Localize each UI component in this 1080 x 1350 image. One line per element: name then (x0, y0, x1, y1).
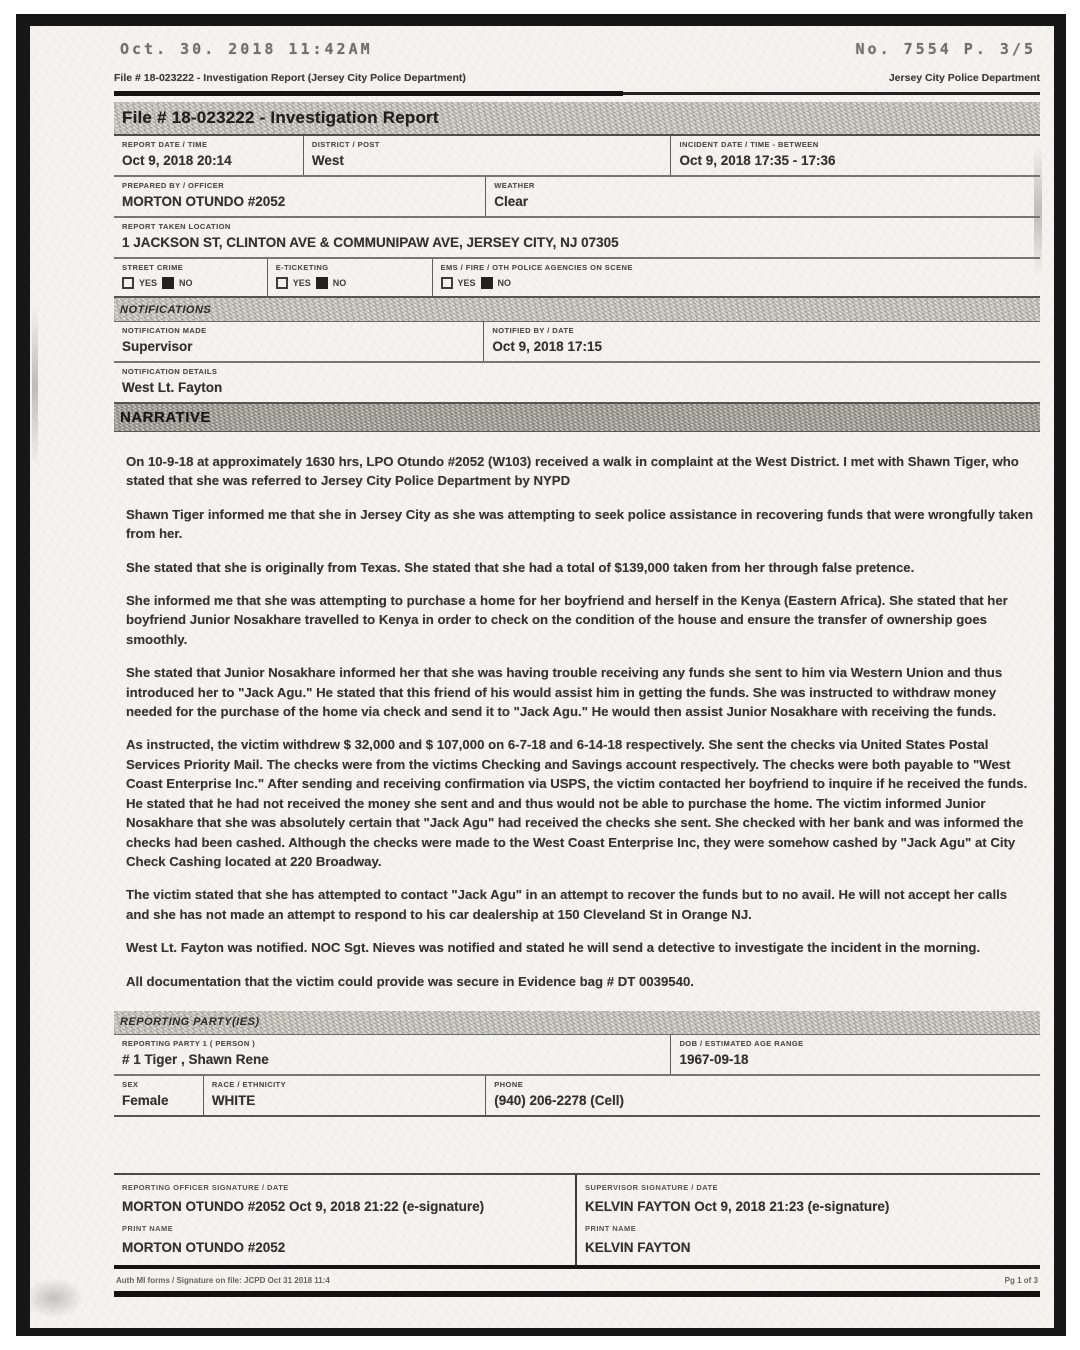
checkbox-field-street-crime (114, 259, 268, 296)
field-label: WEATHER (494, 181, 535, 190)
field-notification-details (114, 363, 1040, 402)
yes-label: YES (457, 278, 476, 288)
field-prepared-by (114, 177, 486, 216)
no-checkbox (481, 277, 493, 289)
field-value: 1967-09-18 (679, 1051, 749, 1067)
field-value: MORTON OTUNDO #2052 (122, 194, 286, 209)
report-page (30, 26, 1054, 1328)
field-label: REPORT DATE / TIME (122, 140, 208, 149)
narrative-body (114, 432, 1040, 1011)
checkbox-field-ems-fire (433, 259, 1040, 296)
officer-print-name: MORTON OTUNDO #2052 (122, 1239, 286, 1255)
no-label: NO (497, 278, 512, 288)
field-label: REPORT TAKEN LOCATION (122, 222, 231, 231)
scan-artifact (24, 1278, 84, 1318)
fax-header (120, 40, 1036, 58)
field-label: PHONE (494, 1079, 524, 1089)
field-value: (940) 206-2278 (Cell) (494, 1092, 625, 1108)
checkbox-row (114, 259, 1040, 298)
field-value: West (311, 153, 344, 168)
field-weather (486, 177, 1040, 216)
field-notification-made (114, 322, 484, 361)
header-rule (114, 91, 1040, 96)
no-checkbox (316, 277, 328, 289)
field-value: # 1 Tiger , Shawn Rene (122, 1051, 269, 1067)
field-label: STREET CRIME (122, 263, 184, 272)
field-label: DOB / ESTIMATED AGE RANGE (679, 1038, 804, 1048)
yes-label: YES (292, 278, 311, 288)
footer-note: Auth MI forms / Signature on file: JCPD Oct 31 2018 11:4 (116, 1275, 330, 1285)
field-report-date (114, 136, 304, 175)
rule-heavy-segment (114, 91, 623, 96)
field-label: E-TICKETING (275, 263, 329, 272)
field-label: DISTRICT / POST (311, 140, 380, 149)
field-label: SUPERVISOR SIGNATURE / DATE (585, 1182, 718, 1192)
officer-signature-cell (114, 1175, 577, 1265)
field-location (114, 218, 1040, 257)
supervisor-signature: KELVIN FAYTON Oct 9, 2018 21:23 (e-signature) (585, 1198, 890, 1214)
field-value: Clear (494, 194, 529, 209)
supervisor-signature-cell (577, 1175, 1040, 1265)
department-name: Jersey City Police Department (888, 72, 1040, 84)
yes-checkbox (276, 277, 288, 289)
narrative-paragraph: The victim stated that she has attempted to contact "Jack Agu" in an attempt to recover the funds but to no avail. He will not accept her calls and she has not made an attempt to respond to his car dealership at 150 Cleveland St in Orange NJ. (126, 887, 1008, 922)
report-info-row-2 (114, 177, 1040, 218)
reporting-party-row-2 (114, 1076, 1040, 1117)
narrative-paragraph: She informed me that she was attempting to purchase a home for her boyfriend and herself in the Kenya (Eastern Africa). She stated that her boyfriend Junior Nosakhare travelled to Kenya in order to check on the condition of the house and ensure the transfer of ownership goes smoothly. (126, 593, 1008, 647)
yes-checkbox (441, 277, 453, 289)
checkbox-options (276, 277, 424, 289)
field-race (204, 1076, 486, 1115)
field-label: PREPARED BY / OFFICER (122, 181, 225, 190)
file-reference: File # 18-023222 - Investigation Report (Jersey City Police Department) (114, 72, 466, 84)
field-incident-date (671, 136, 1040, 175)
field-label: REPORTING PARTY 1 ( PERSON ) (122, 1038, 256, 1048)
report-info-row-1 (114, 136, 1040, 177)
field-value: Oct 9, 2018 20:14 (122, 153, 232, 168)
field-value: Oct 9, 2018 17:15 (492, 339, 602, 354)
fax-page-counter: No. 7554 P. 3/5 (855, 40, 1036, 58)
page-number: Pg 1 of 3 (1004, 1275, 1038, 1285)
field-value: 1 JACKSON ST, CLINTON AVE & COMMUNIPAW AVE, JERSEY CITY, NJ 07305 (122, 235, 619, 250)
narrative-paragraph: She stated that she is originally from Texas. She stated that she had a total of $139,000 taken from her through false pretence. (126, 559, 915, 575)
document-header (114, 72, 1040, 91)
page-footer (114, 1269, 1040, 1297)
scan-artifact (32, 306, 38, 466)
field-label: NOTIFIED BY / DATE (492, 326, 574, 335)
notifications-row-2 (114, 363, 1040, 404)
reporting-party-section-header: REPORTING PARTY(IES) (114, 1011, 1040, 1035)
notifications-section-header: NOTIFICATIONS (114, 298, 1040, 322)
narrative-paragraph: As instructed, the victim withdrew $ 32,000 and $ 107,000 on 6-7-18 and 6-14-18 respectively. She sent the checks via United States Postal Services Priority Mail. The checks were from the victims Checking and Savings account respectively. The checks were both payable to "West Coast Enterprise Inc." After sending and receiving confirmation via USPS, the victim contacted her boyfriend to inquire if he received the funds. He stated that he had not received the money she sent and and thus would not be able to purchase the home. The victim informed Junior Nosakhare that she was absolutely certain that "Jack Agu" had received the checks she sent. She checked with her bank and was informed the checks had been cashed. Although the checks were made to the West Coast Enterprise Inc, they were somehow cashed by "Jack Agu" at City Check Cashing located at 220 Broadway. (126, 737, 1028, 869)
field-sex (114, 1076, 204, 1115)
field-label: INCIDENT DATE / TIME - BETWEEN (679, 140, 819, 149)
checkbox-field-eticketing (268, 259, 433, 296)
yes-label: YES (139, 278, 158, 288)
supervisor-print-name: KELVIN FAYTON (585, 1239, 691, 1255)
field-label: NOTIFICATION MADE (122, 326, 207, 335)
report-info-row-3 (114, 218, 1040, 259)
field-label: PRINT NAME (585, 1223, 637, 1233)
field-label: SEX (122, 1079, 139, 1089)
officer-signature: MORTON OTUNDO #2052 Oct 9, 2018 21:22 (e-signature) (122, 1198, 485, 1214)
field-value: West Lt. Fayton (122, 380, 223, 395)
field-district (304, 136, 672, 175)
field-label: RACE / ETHNICITY (211, 1079, 287, 1089)
field-value: Oct 9, 2018 17:35 - 17:36 (679, 153, 836, 168)
field-label: NOTIFICATION DETAILS (122, 367, 218, 376)
field-phone (486, 1076, 1040, 1115)
rule-light-segment (623, 92, 1040, 95)
notifications-row-1 (114, 322, 1040, 363)
checkbox-options (441, 277, 1032, 289)
field-label: REPORTING OFFICER SIGNATURE / DATE (122, 1182, 289, 1192)
narrative-paragraph: All documentation that the victim could provide was secure in Evidence bag # DT 0039540. (126, 973, 694, 989)
page-title: File # 18-023222 - Investigation Report (114, 102, 1040, 136)
no-checkbox (162, 277, 174, 289)
field-reporting-party-name (114, 1035, 671, 1074)
reporting-party-row-1 (114, 1035, 1040, 1076)
field-value: Supervisor (122, 339, 193, 354)
yes-checkbox (122, 277, 134, 289)
narrative-paragraph: She stated that Junior Nosakhare informed her that she was having trouble receiving any funds she sent to him via Western Union and thus introduced her to "Jack Agu." He stated that this friend of his would assist him in getting the funds. She was instructed to withdraw money needed for the purchase of the home via check and send it to "Jack Agu." He would then assist Junior Nosakhare with receiving the funds. (126, 665, 1003, 720)
field-notified-date (484, 322, 1040, 361)
narrative-paragraph: On 10-9-18 at approximately 1630 hrs, LPO Otundo #2052 (W103) received a walk in complaint at the West District. I met with Shawn Tiger, who stated that she was referred to Jersey City Police Department by NYPD (126, 454, 1019, 489)
narrative-section-header: NARRATIVE (114, 404, 1040, 432)
field-label: EMS / FIRE / OTH POLICE AGENCIES ON SCENE (440, 263, 633, 272)
field-label: PRINT NAME (122, 1223, 174, 1233)
report-content (114, 34, 1040, 1322)
field-dob (671, 1035, 1040, 1074)
field-value: Female (122, 1092, 169, 1108)
no-label: NO (179, 278, 193, 288)
no-label: NO (332, 278, 347, 288)
signature-block (114, 1173, 1040, 1269)
narrative-paragraph: Shawn Tiger informed me that she in Jersey City as she was attempting to seek police assistance in recovering funds that were wrongfully taken from her. (126, 506, 1034, 542)
narrative-paragraph: West Lt. Fayton was notified. NOC Sgt. Nieves was notified and stated he will send a detective to investigate the incident in the morning. (126, 940, 981, 956)
field-value: WHITE (211, 1092, 256, 1108)
fax-timestamp: Oct. 30. 2018 11:42AM (120, 40, 373, 58)
checkbox-options (122, 277, 259, 289)
